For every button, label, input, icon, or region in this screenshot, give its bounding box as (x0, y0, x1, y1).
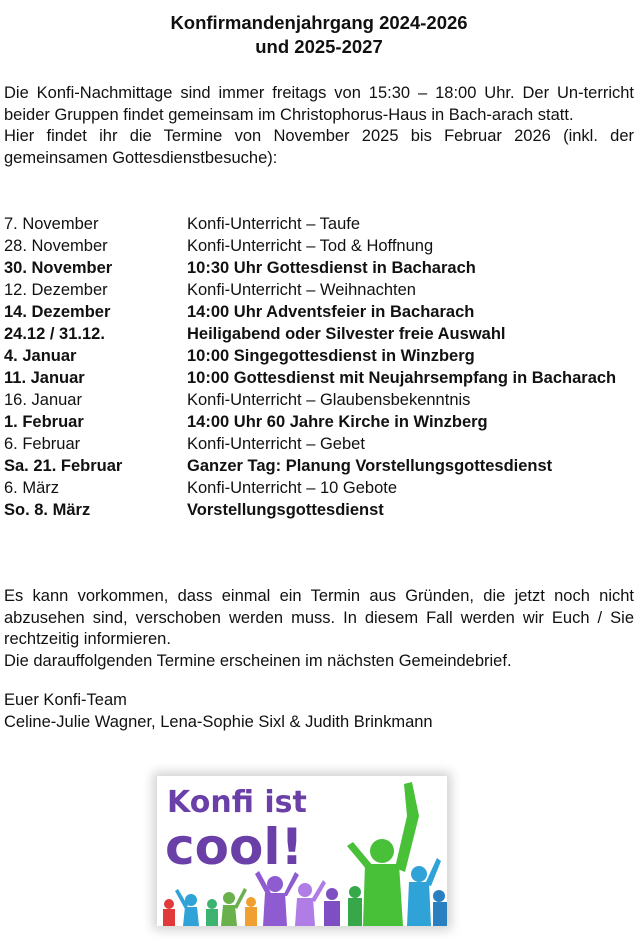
schedule-event: 10:00 Gottesdienst mit Neujahrsempfang in Bacharach (187, 369, 617, 387)
intro-paragraph (4, 83, 634, 169)
schedule-date: 6. Februar (4, 435, 81, 453)
schedule-event: 14:00 Uhr Adventsfeier in Bacharach (187, 303, 475, 321)
schedule-row (4, 213, 634, 235)
schedule-date: 6. März (4, 479, 60, 497)
schedule-date: 1. Februar (4, 413, 84, 431)
intro-text-2: Hier findet ihr die Termine von November 2025 bis Februar 2026 (inkl. der gemeinsamen Gottesdienstbesuche): (4, 127, 634, 167)
schedule-event: Konfi-Unterricht – Weihnachten (187, 281, 416, 299)
signature-block (4, 690, 634, 733)
schedule-date: 30. November (4, 259, 113, 277)
notice-text-1: Es kann vorkommen, dass einmal ein Termin aus Gründen, die jetzt noch nicht abzusehen sind, verschoben werden muss. In diesem Fall werden wir Euch / Sie rechtzeitig informieren. (4, 587, 634, 648)
signature-names: Celine-Julie Wagner, Lena-Sophie Sixl & Judith Brinkmann (4, 712, 433, 731)
schedule-row (4, 499, 634, 521)
notice-paragraph (4, 586, 634, 672)
schedule-row (4, 477, 634, 499)
schedule-row (4, 411, 634, 433)
page-title (0, 11, 638, 59)
schedule-row (4, 367, 634, 389)
schedule-row (4, 455, 634, 477)
schedule-event: Konfi-Unterricht – 10 Gebote (187, 479, 398, 497)
schedule-row (4, 323, 634, 345)
schedule-event: Ganzer Tag: Planung Vorstellungsgottesdienst (187, 457, 553, 475)
schedule-event: 10:30 Uhr Gottesdienst in Bacharach (187, 259, 476, 277)
image-text-line-1: Konfi ist (167, 785, 307, 820)
schedule-event: 10:00 Singegottesdienst in Winzberg (187, 347, 475, 365)
schedule-date: 28. November (4, 237, 108, 255)
schedule-date: 24.12 / 31.12. (4, 325, 105, 343)
schedule-row (4, 345, 634, 367)
schedule-date: 4. Januar (4, 347, 77, 365)
konfi-image-graphic (157, 776, 447, 926)
schedule-event: Vorstellungsgottesdienst (187, 501, 384, 519)
schedule-event: Konfi-Unterricht – Gebet (187, 435, 365, 453)
signature-team: Euer Konfi-Team (4, 691, 127, 709)
schedule-list (4, 213, 634, 521)
title-line-1: Konfirmandenjahrgang 2024-2026 (170, 12, 468, 33)
schedule-date: So. 8. März (4, 501, 91, 519)
schedule-date: Sa. 21. Februar (4, 457, 123, 475)
schedule-row (4, 433, 634, 455)
schedule-date: 14. Dezember (4, 303, 111, 321)
image-text-line-2: cool! (165, 818, 304, 876)
schedule-row (4, 389, 634, 411)
schedule-date: 12. Dezember (4, 281, 108, 299)
schedule-date: 11. Januar (4, 369, 85, 387)
schedule-event: Konfi-Unterricht – Tod & Hoffnung (187, 237, 434, 255)
konfi-ist-cool-image (157, 776, 447, 926)
intro-text-1: Die Konfi-Nachmittage sind immer freitags von 15:30 – 18:00 Uhr. Der Un-terricht beider Gruppen findet gemeinsam im Christophorus-Haus in Bach-arach statt. (4, 84, 634, 124)
schedule-row (4, 279, 634, 301)
schedule-date: 16. Januar (4, 391, 82, 409)
schedule-event: 14:00 Uhr 60 Jahre Kirche in Winzberg (187, 413, 488, 431)
schedule-event: Heiligabend oder Silvester freie Auswahl (187, 325, 506, 343)
schedule-event: Konfi-Unterricht – Glaubensbekenntnis (187, 391, 471, 409)
title-line-2: und 2025-2027 (255, 36, 383, 57)
schedule-row (4, 301, 634, 323)
schedule-row (4, 235, 634, 257)
notice-text-2: Die darauffolgenden Termine erscheinen im nächsten Gemeindebrief. (4, 651, 512, 670)
schedule-row (4, 257, 634, 279)
schedule-date: 7. November (4, 215, 99, 233)
schedule-event: Konfi-Unterricht – Taufe (187, 215, 361, 233)
